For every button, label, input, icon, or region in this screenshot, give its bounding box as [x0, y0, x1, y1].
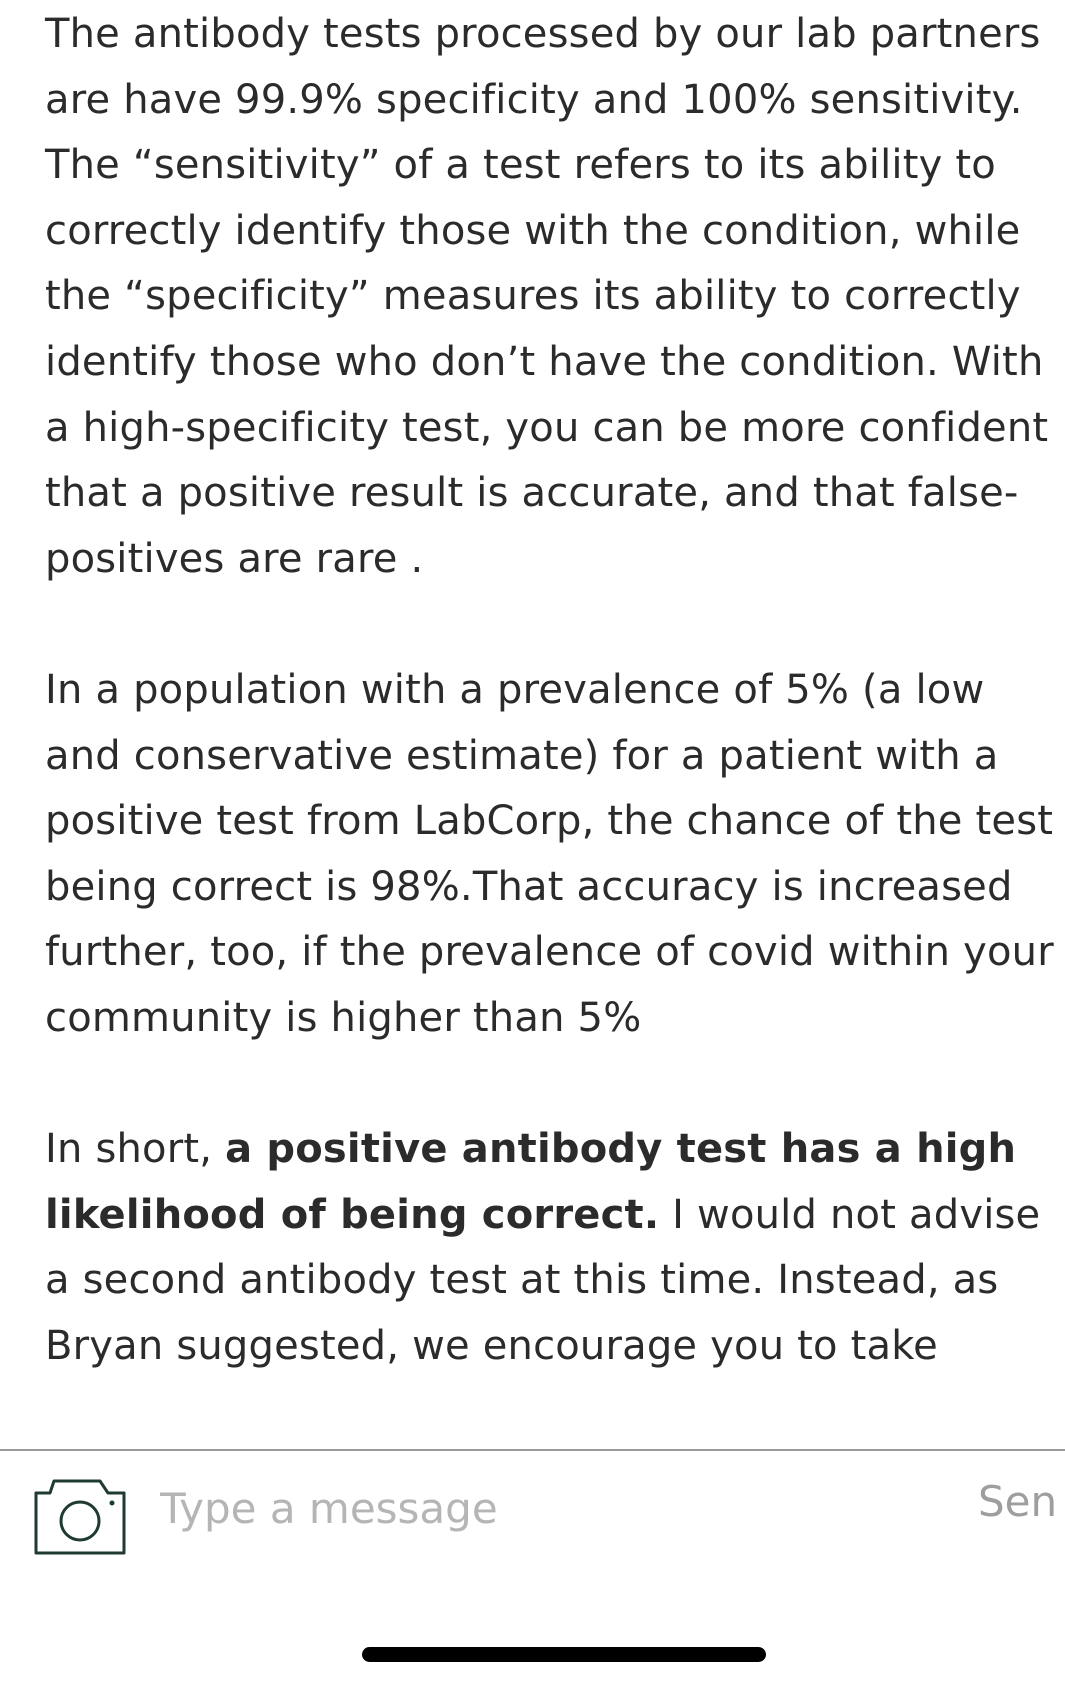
message-paragraph-3-bold: a positive antibody test has a high likelihood of being correct. — [45, 1126, 1017, 1238]
message-composer — [0, 1451, 1065, 1586]
message-paragraph-3 — [45, 1117, 1057, 1379]
camera-icon — [28, 1469, 136, 1559]
message-paragraph-1: The antibody tests processed by our lab partners are have 99.9% specificity and 100% sensitivity. The “sensitivity” of a test refers to its ability to correctly identify those with the condition, while the “specificity” measures its ability to correctly identify those who don’t have the condition. With a high-specificity test, you can be more confident that a positive result is accurate, and that false-positives are rare . — [45, 11, 1049, 582]
message-input[interactable] — [160, 1473, 760, 1543]
message-body — [45, 2, 1057, 1445]
home-indicator — [362, 1647, 766, 1662]
message-paragraph-3-lead: In short, — [45, 1126, 226, 1173]
message-paragraph-2: In a population with a prevalence of 5% (a low and conservative estimate) for a patient with a positive test from LabCorp, the chance of the test being correct is 98%.That accuracy is increased further, too, if the prevalence of covid within your community is higher than 5% — [45, 666, 1054, 1041]
message-paragraph-3-tail: I would not advise a second antibody test at this time. Instead, as Bryan suggested, we encourage you to take — [45, 1191, 1041, 1369]
camera-button[interactable] — [28, 1469, 136, 1559]
send-button[interactable]: Sen — [978, 1477, 1058, 1526]
